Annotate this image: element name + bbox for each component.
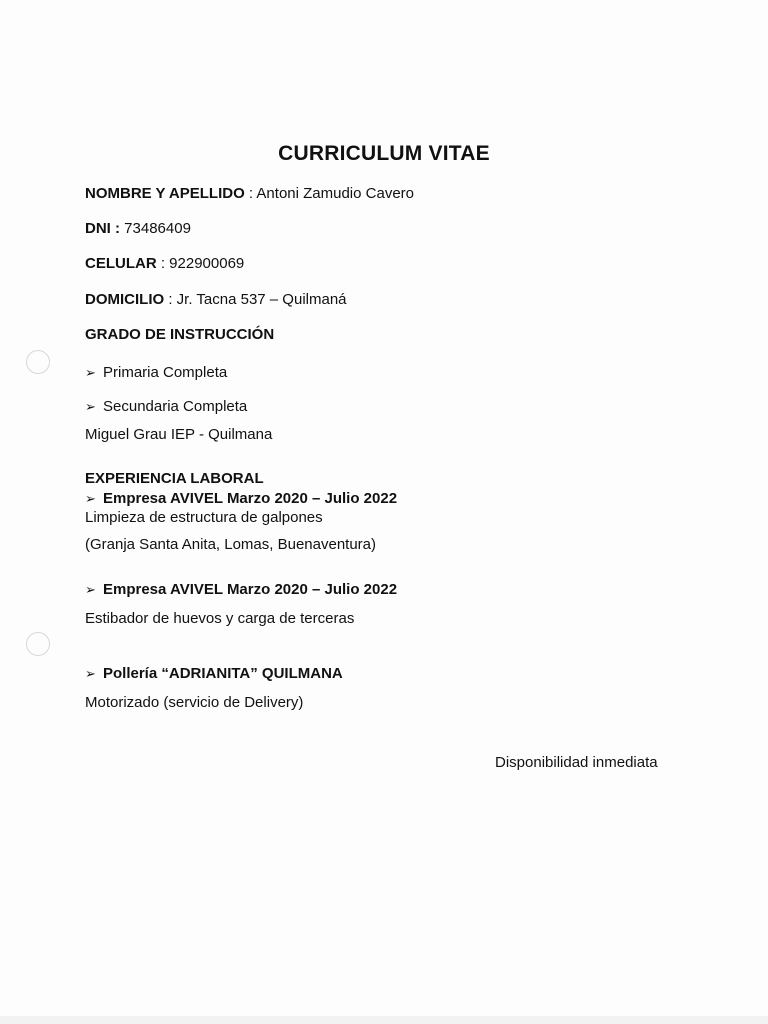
bullet-arrow-icon: ➢ xyxy=(85,582,96,597)
job-title xyxy=(85,581,397,598)
name-value: : Antoni Zamudio Cavero xyxy=(244,185,415,202)
bullet-arrow-icon: ➢ xyxy=(85,491,96,506)
punch-hole-mark xyxy=(26,632,50,656)
job-title-text: Empresa AVIVEL Marzo 2020 – Julio 2022 xyxy=(103,490,398,507)
bullet-arrow-icon: ➢ xyxy=(85,365,96,380)
dni-value: 73486409 xyxy=(124,220,191,237)
job-title xyxy=(85,490,397,507)
availability-note: Disponibilidad inmediata xyxy=(495,754,658,771)
job-description: Limpieza de estructura de galpones xyxy=(85,509,323,526)
education-item xyxy=(85,398,247,415)
bullet-arrow-icon: ➢ xyxy=(85,666,96,681)
job-title xyxy=(85,665,343,682)
job-description: Motorizado (servicio de Delivery) xyxy=(85,694,304,711)
address-label: DOMICILIO xyxy=(85,291,165,308)
dni-line xyxy=(85,220,191,237)
bullet-arrow-icon: ➢ xyxy=(85,399,96,414)
job-description: Estibador de huevos y carga de terceras xyxy=(85,610,355,627)
name-label: NOMBRE Y APELLIDO xyxy=(85,185,245,202)
education-item-label: Secundaria Completa xyxy=(103,398,248,415)
experience-heading: EXPERIENCIA LABORAL xyxy=(85,470,264,487)
education-item xyxy=(85,364,227,381)
job-title-text: Empresa AVIVEL Marzo 2020 – Julio 2022 xyxy=(103,581,398,598)
document-title: CURRICULUM VITAE xyxy=(278,142,490,165)
phone-label: CELULAR xyxy=(85,255,157,272)
education-item-label: Primaria Completa xyxy=(103,364,228,381)
address-line xyxy=(85,291,347,308)
job-extra: (Granja Santa Anita, Lomas, Buenaventura) xyxy=(85,536,377,553)
phone-line xyxy=(85,255,244,272)
phone-value: : 922900069 xyxy=(156,255,245,272)
job-title-text: Pollería “ADRIANITA” QUILMANA xyxy=(103,665,343,682)
education-heading: GRADO DE INSTRUCCIÓN xyxy=(85,326,275,343)
school-name: Miguel Grau IEP - Quilmana xyxy=(85,426,273,443)
scan-bottom-edge xyxy=(0,1016,768,1024)
name-line xyxy=(85,185,414,202)
punch-hole-mark xyxy=(26,350,50,374)
dni-label: DNI : xyxy=(85,220,125,237)
address-value: : Jr. Tacna 537 – Quilmaná xyxy=(164,291,347,308)
